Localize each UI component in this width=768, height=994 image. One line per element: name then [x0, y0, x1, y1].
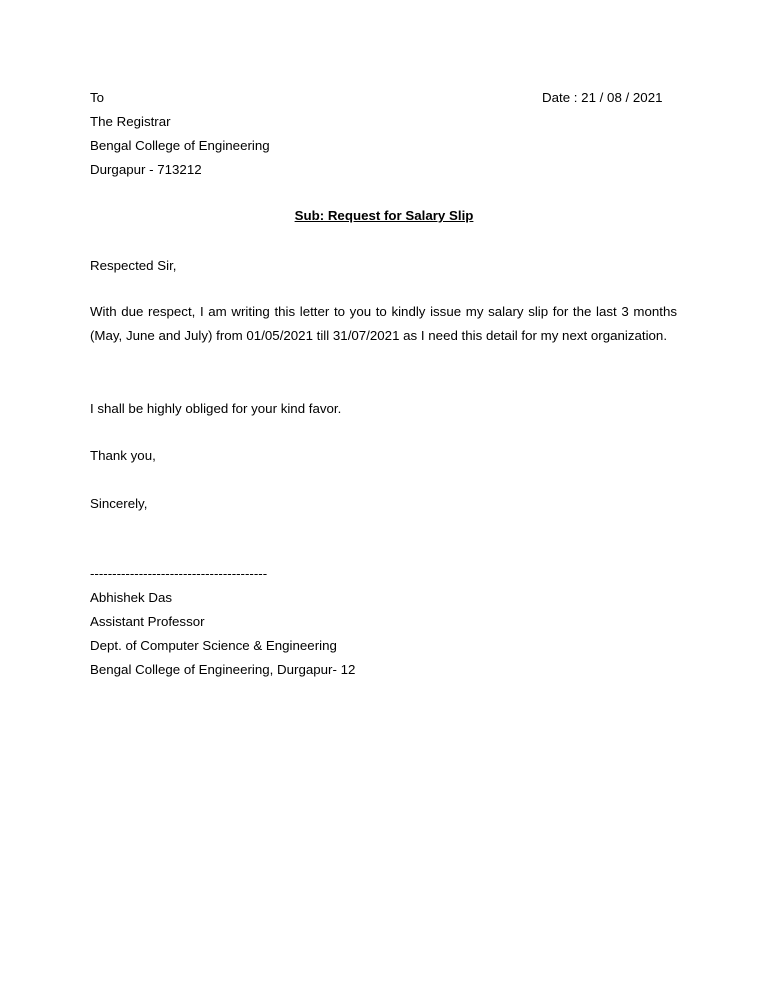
closing-line: Sincerely,	[90, 496, 148, 511]
signatory-name: Abhishek Das	[90, 590, 173, 605]
recipient-title: The Registrar	[90, 114, 171, 129]
body-paragraph-2: I shall be highly obliged for your kind favor.	[90, 401, 342, 416]
letter-subject: Sub: Request for Salary Slip	[294, 208, 474, 223]
thanks-line: Thank you,	[90, 448, 156, 463]
recipient-address: Durgapur - 713212	[90, 162, 202, 177]
letter-date: Date : 21 / 08 / 2021	[542, 90, 663, 105]
signatory-institution: Bengal College of Engineering, Durgapur- 12	[90, 662, 356, 677]
signature-line: ----------------------------------------	[90, 566, 268, 581]
salutation: Respected Sir,	[90, 258, 177, 273]
body-paragraph-1: With due respect, I am writing this letter to you to kindly issue my salary slip for the last 3 months (May, June and July) from 01/05/2021 till 31/07/2021 as I need this detail for my next organization.	[90, 304, 677, 343]
signatory-designation: Assistant Professor	[90, 614, 205, 629]
recipient-organization: Bengal College of Engineering	[90, 138, 270, 153]
signatory-department: Dept. of Computer Science & Engineering	[90, 638, 337, 653]
to-label: To	[90, 90, 105, 105]
